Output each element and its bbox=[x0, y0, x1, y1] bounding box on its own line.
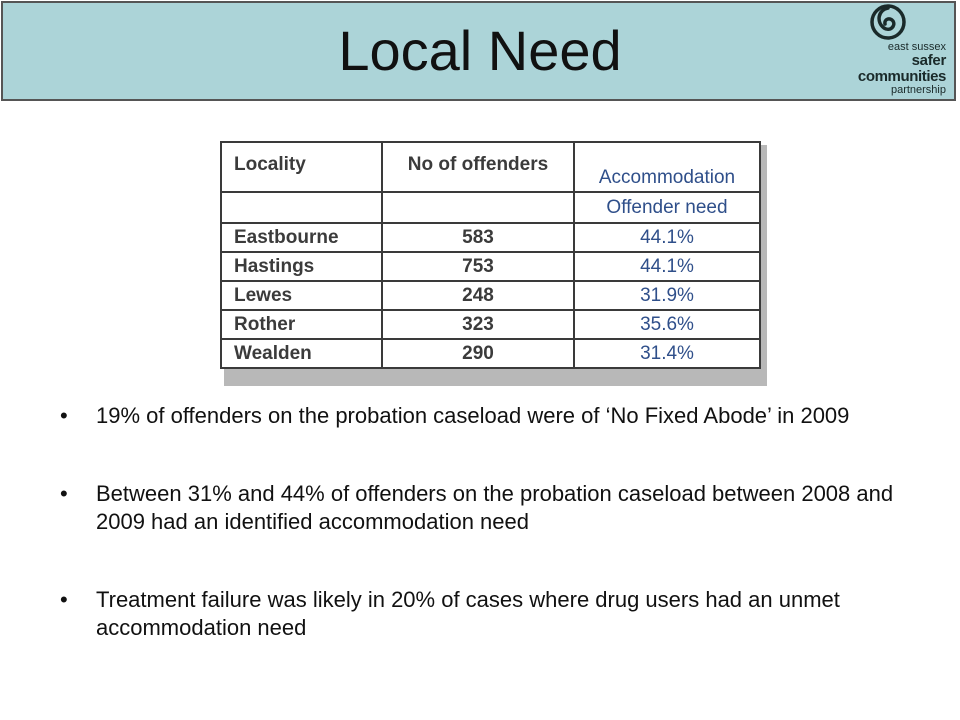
header-accommodation: Accommodation bbox=[574, 142, 760, 192]
logo-text-safer: safer bbox=[911, 52, 946, 69]
table-row bbox=[221, 339, 760, 368]
cell-need: 31.9% bbox=[574, 281, 760, 310]
bullet-text: 19% of offenders on the probation caseload were of ‘No Fixed Abode’ in 2009 bbox=[96, 403, 850, 428]
bullet-text: Treatment failure was likely in 20% of cases where drug users had an unmet accommodation need bbox=[96, 587, 840, 640]
subheader-empty-1 bbox=[221, 192, 382, 223]
cell-offenders: 323 bbox=[382, 310, 574, 339]
cell-need: 35.6% bbox=[574, 310, 760, 339]
offender-need-table bbox=[220, 141, 761, 369]
cell-offenders: 248 bbox=[382, 281, 574, 310]
header-offenders: No of offenders bbox=[382, 142, 574, 192]
swirl-icon bbox=[866, 2, 910, 42]
cell-offenders: 753 bbox=[382, 252, 574, 281]
cell-locality: Lewes bbox=[221, 281, 382, 310]
header-locality: Locality bbox=[221, 142, 382, 192]
subheader-empty-2 bbox=[382, 192, 574, 223]
bullet-list bbox=[60, 402, 920, 692]
logo-text-partnership: partnership bbox=[890, 84, 946, 96]
bullet-item bbox=[60, 480, 920, 536]
table-row bbox=[221, 223, 760, 252]
table-row bbox=[221, 281, 760, 310]
table-row bbox=[221, 310, 760, 339]
bullet-item bbox=[60, 402, 920, 430]
table-header-row bbox=[221, 142, 760, 192]
cell-locality: Hastings bbox=[221, 252, 382, 281]
cell-locality: Wealden bbox=[221, 339, 382, 368]
cell-locality: Eastbourne bbox=[221, 223, 382, 252]
cell-need: 44.1% bbox=[574, 223, 760, 252]
bullet-text: Between 31% and 44% of offenders on the probation caseload between 2008 and 2009 had an identified accommodation need bbox=[96, 481, 894, 534]
cell-offenders: 290 bbox=[382, 339, 574, 368]
bullet-dot: • bbox=[60, 481, 68, 506]
cell-need: 44.1% bbox=[574, 252, 760, 281]
bullet-dot: • bbox=[60, 403, 68, 428]
slide-title: Local Need bbox=[338, 19, 622, 82]
bullet-dot: • bbox=[60, 587, 68, 612]
partnership-logo bbox=[858, 2, 958, 100]
cell-locality: Rother bbox=[221, 310, 382, 339]
header-offender-need: Offender need bbox=[574, 192, 760, 223]
logo-text-east-sussex: east sussex bbox=[887, 41, 946, 53]
cell-need: 31.4% bbox=[574, 339, 760, 368]
cell-offenders: 583 bbox=[382, 223, 574, 252]
table-row bbox=[221, 252, 760, 281]
table-subheader-row bbox=[221, 192, 760, 223]
bullet-item bbox=[60, 586, 920, 642]
logo-text-communities: communities bbox=[857, 68, 946, 85]
